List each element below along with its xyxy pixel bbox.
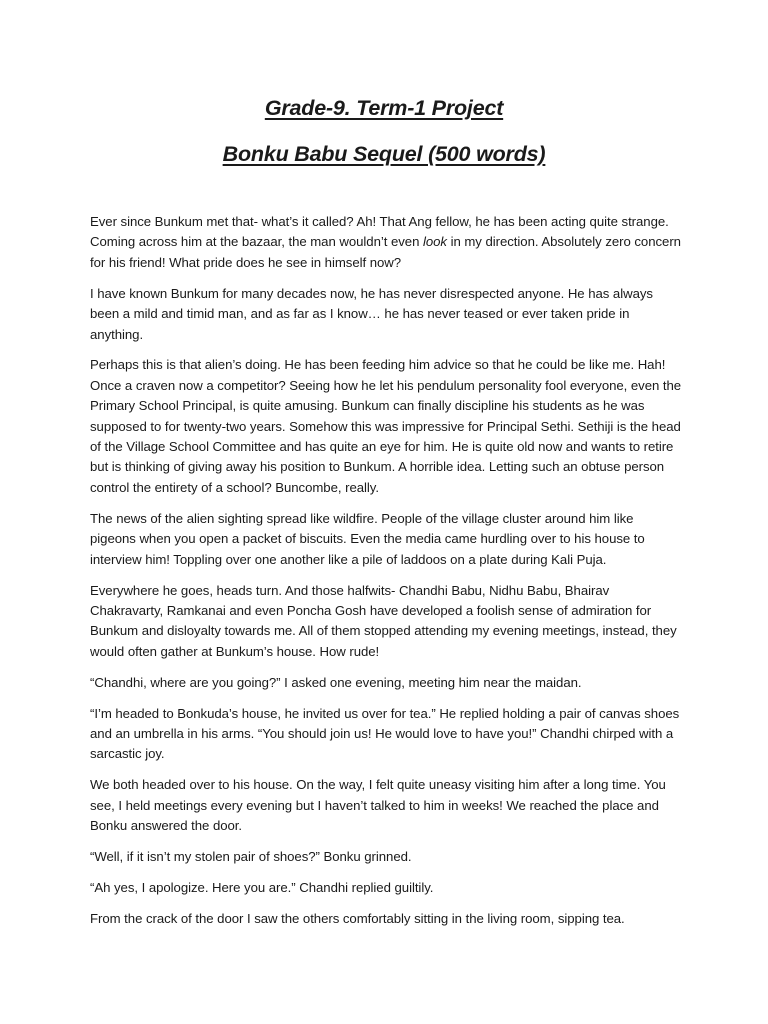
paragraph-1-text-start: Ever since Bunkum met that- what’s it called? Ah! That Ang fellow, he has been acting quite strange. Coming across him at the bazaar, the man wouldn’t even xyxy=(90,214,669,250)
document-title: Grade-9. Term-1 Project xyxy=(264,96,504,120)
paragraph-1-emphasis: look xyxy=(422,234,447,250)
document-body xyxy=(90,212,682,940)
paragraph-1 xyxy=(90,212,682,273)
paragraph-9: “Well, if it isn’t my stolen pair of shoes?” Bonku grinned. xyxy=(90,848,412,864)
paragraph-4: The news of the alien sighting spread like wildfire. People of the village cluster around him like pigeons when you open a packet of biscuits. Even the media came hurdling over to his house to interview him! Toppling over one another like a pile of laddoos on a plate during Kali Puja. xyxy=(90,510,645,567)
paragraph-2: I have known Bunkum for many decades now, he has never disrespected anyone. He has always been a mild and timid man, and as far as I know… he has never teased or ever taken pride in anything. xyxy=(90,285,653,342)
paragraph-8: We both headed over to his house. On the way, I felt quite uneasy visiting him after a long time. You see, I held meetings every evening but I haven’t talked to him in weeks! We reached the place and Bonku answered the door. xyxy=(90,777,666,834)
paragraph-5: Everywhere he goes, heads turn. And those halfwits- Chandhi Babu, Nidhu Babu, Bhairav Chakravarty, Ramkanai and even Poncha Gosh have developed a foolish sense of admiration for Bunkum and disloyalty towards me. All of them stopped attending my evening meetings, instead, they would often gather at Bunkum’s house. How rude! xyxy=(90,582,677,659)
paragraph-6: “Chandhi, where are you going?” I asked one evening, meeting him near the maidan. xyxy=(90,674,582,690)
paragraph-1-text-end: in my direction. Absolutely zero concern for his friend! What pride does he see in himself now? xyxy=(90,234,681,270)
paragraph-3: Perhaps this is that alien’s doing. He has been feeding him advice so that he could be like me. Hah! Once a craven now a competitor? Seeing how he let his pendulum personality fool everyone, even the Primary School Principal, is quite amusing. Bunkum can finally discipline his students as he was supposed to for twenty-two years. Somehow this was impressive for Principal Sethi. Sethiji is the head of the Village School Committee and has quite an eye for him. He is quite old now and wants to retire but is thinking of giving away his position to Bunkum. A horrible idea. Letting such an obtuse person control the entirety of a school? Buncombe, really. xyxy=(90,357,682,495)
paragraph-11: From the crack of the door I saw the others comfortably sitting in the living room, sipping tea. xyxy=(90,910,625,926)
paragraph-10: “Ah yes, I apologize. Here you are.” Chandhi replied guiltily. xyxy=(90,879,434,895)
document-subtitle: Bonku Babu Sequel (500 words) xyxy=(222,142,546,166)
paragraph-7: “I’m headed to Bonkuda’s house, he invited us over for tea.” He replied holding a pair of canvas shoes and an umbrella in his arms. “You should join us! He would love to have you!” Chandhi chirped with a sarcastic joy. xyxy=(90,705,680,762)
